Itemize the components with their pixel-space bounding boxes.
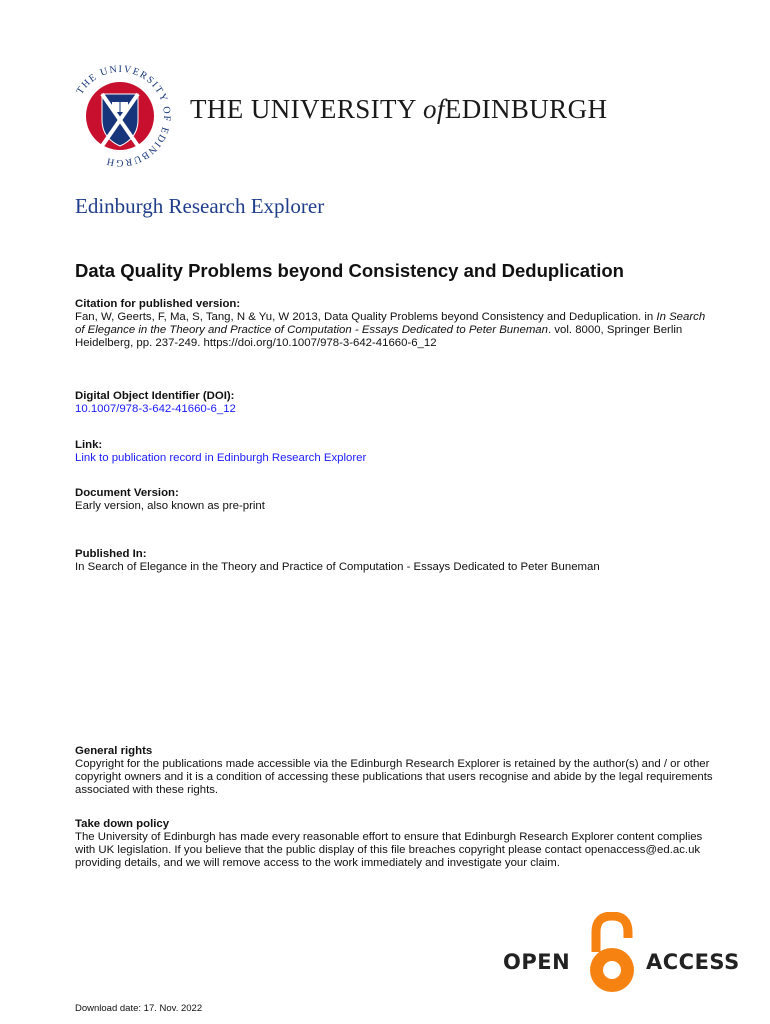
open-padlock-icon bbox=[582, 912, 644, 996]
logo-ring-text: THE UNIVERSITY OF EDINBURGH bbox=[74, 64, 172, 168]
doi-section bbox=[75, 390, 715, 416]
general-rights-text: Copyright for the publications made accessible via the Edinburgh Research Explorer is retained by the author(s) and / or other copyright owners and it is a condition of accessing these publications that users recognise and abide by the legal requirements associated with these rights. bbox=[75, 758, 713, 796]
published-in-label: Published In: bbox=[75, 548, 147, 560]
published-in-value: In Search of Elegance in the Theory and Practice of Computation - Essays Dedicated to Peter Buneman bbox=[75, 561, 600, 573]
takedown-label: Take down policy bbox=[75, 818, 170, 830]
open-access-left-text: OPEN bbox=[503, 950, 571, 974]
citation-section bbox=[75, 298, 715, 350]
takedown-section bbox=[75, 818, 715, 870]
university-crest-logo bbox=[68, 64, 172, 168]
doi-link[interactable]: 10.1007/978-3-642-41660-6_12 bbox=[75, 403, 236, 415]
paper-title: Data Quality Problems beyond Consistency and Deduplication bbox=[75, 260, 624, 281]
citation-label: Citation for published version: bbox=[75, 298, 241, 310]
document-version-label: Document Version: bbox=[75, 487, 179, 499]
link-label: Link: bbox=[75, 439, 103, 451]
university-name: THE UNIVERSITY ofEDINBURGH bbox=[190, 94, 608, 124]
open-access-right-text: ACCESS bbox=[646, 950, 740, 974]
publication-record-link[interactable]: Link to publication record in Edinburgh Research Explorer bbox=[75, 452, 367, 464]
doi-label: Digital Object Identifier (DOI): bbox=[75, 390, 235, 402]
general-rights-label: General rights bbox=[75, 745, 153, 757]
published-in-section bbox=[75, 548, 715, 574]
open-access-logo bbox=[500, 912, 745, 998]
citation-text-end: . vol. 8000, Springer Berlin Heidelberg, pp. 237-249. https://doi.org/10.1007/978-3-642-41660-6_12 bbox=[75, 324, 683, 349]
citation-text: Fan, W, Geerts, F, Ma, S, Tang, N & Yu, W 2013, Data Quality Problems beyond Consistency and Deduplication. in bbox=[75, 311, 657, 323]
download-date: Download date: 17. Nov. 2022 bbox=[75, 1003, 203, 1014]
takedown-text: The University of Edinburgh has made every reasonable effort to ensure that Edinburgh Research Explorer content complies with UK legislation. If you believe that the public display of this file breaches copyright please contact openaccess@ed.ac.uk providing details, and we will remove access to the work immediately and investigate your claim. bbox=[75, 831, 703, 869]
citation-book-title: In Search of Elegance in the Theory and Practice of Computation - Essays Dedicated to Peter Buneman bbox=[75, 311, 706, 336]
document-version-value: Early version, also known as pre-print bbox=[75, 500, 265, 512]
document-version-section bbox=[75, 487, 715, 513]
general-rights-section bbox=[75, 745, 715, 797]
portal-name: Edinburgh Research Explorer bbox=[75, 194, 325, 218]
link-section bbox=[75, 439, 715, 465]
